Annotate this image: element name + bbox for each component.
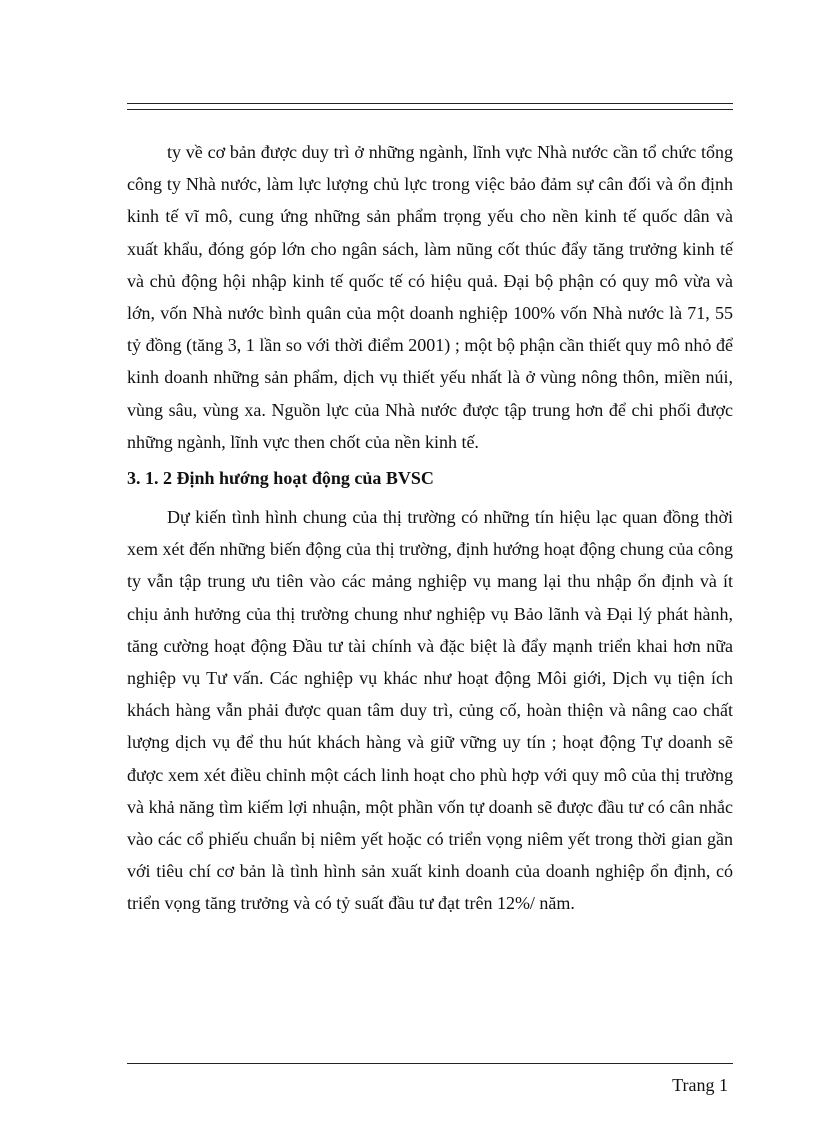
header-double-rule: [127, 103, 733, 110]
paragraph-state-enterprises: ty về cơ bản được duy trì ở những ngành, lĩnh vực Nhà nước cần tổ chức tổng công ty Nhà nước, làm lực lượng chủ lực trong việc bảo đảm sự cân đối và ổn định kinh tế vĩ mô, cung ứng những sản phẩm trọng yếu cho nền kinh tế quốc dân và xuất khẩu, đóng góp lớn cho ngân sách, làm nũng cốt thúc đẩy tăng trưởng kinh tế và chủ động hội nhập kinh tế quốc tế có hiệu quả. Đại bộ phận có quy mô vừa và lớn, vốn Nhà nước bình quân của một doanh nghiệp 100% vốn Nhà nước là 71, 55 tỷ đồng (tăng 3, 1 lần so với thời điểm 2001) ; một bộ phận cần thiết quy mô nhỏ để kinh doanh những sản phẩm, dịch vụ thiết yếu nhất là ở vùng nông thôn, miền núi, vùng sâu, vùng xa. Nguồn lực của Nhà nước được tập trung hơn để chi phối được những ngành, lĩnh vực then chốt của nền kinh tế.: [127, 142, 733, 452]
paragraph-bvsc-orientation: Dự kiến tình hình chung của thị trường có những tín hiệu lạc quan đồng thời xem xét đến những biến động của thị trường, định hướng hoạt động chung của công ty vẫn tập trung ưu tiên vào các mảng nghiệp vụ mang lại thu nhập ổn định và ít chịu ảnh hưởng của thị trường chung như nghiệp vụ Bảo lãnh và Đại lý phát hành, tăng cường hoạt động Đầu tư tài chính và đặc biệt là đẩy mạnh triển khai hơn nữa nghiệp vụ Tư vấn. Các nghiệp vụ khác như hoạt động Môi giới, Dịch vụ tiện ích khách hàng vẫn phải được quan tâm duy trì, củng cố, hoàn thiện và nâng cao chất lượng dịch vụ để thu hút khách hàng và giữ vững uy tín ; hoạt động Tự doanh sẽ được xem xét điều chỉnh một cách linh hoạt cho phù hợp với quy mô của thị trường và khả năng tìm kiếm lợi nhuận, một phần vốn tự doanh sẽ được đầu tư có cân nhắc vào các cổ phiếu chuẩn bị niêm yết hoặc có triển vọng niêm yết trong thời gian gần với tiêu chí cơ bản là tình hình sản xuất kinh doanh của doanh nghiệp ổn định, có triển vọng tăng trưởng và có tỷ suất đầu tư đạt trên 12%/ năm.: [127, 507, 733, 914]
footer-rule: [127, 1063, 733, 1064]
page-number: Trang 1: [672, 1075, 728, 1095]
section-heading: 3. 1. 2 Định hướng hoạt động của BVSC: [127, 468, 434, 489]
page-body: [127, 136, 733, 920]
